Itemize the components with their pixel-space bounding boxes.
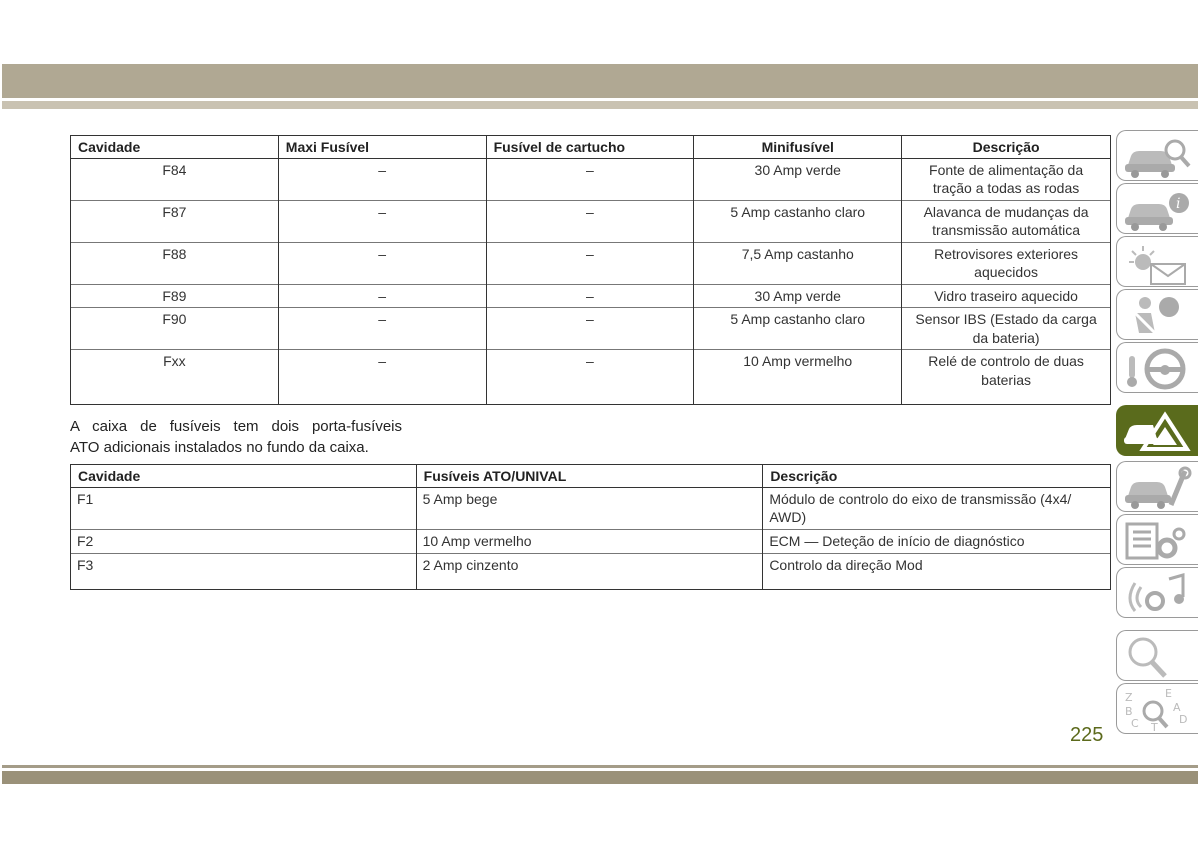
car-service-wrench-icon [1121, 465, 1193, 511]
paragraph-line-1: A caixa de fusíveis tem dois porta-fusíveis [70, 418, 402, 435]
cell-cavidade: F87 [71, 200, 279, 242]
cell-maxi: – [278, 242, 486, 284]
col-header-maxi-fusivel: Maxi Fusível [278, 136, 486, 159]
search-magnifier-icon [1121, 634, 1193, 680]
cell-cartucho: – [486, 158, 694, 200]
table-row [71, 350, 1111, 405]
table-row [71, 242, 1111, 284]
cell-minifusivel: 5 Amp castanho claro [694, 308, 902, 350]
cell-cavidade: F3 [71, 553, 417, 589]
cell-descricao: Vidro traseiro aquecido [902, 284, 1111, 308]
col-header-descricao: Descrição [763, 465, 1111, 488]
col-header-cavidade: Cavidade [71, 465, 417, 488]
cell-maxi: – [278, 284, 486, 308]
header-stripe [2, 101, 1198, 109]
cell-minifusivel: 5 Amp castanho claro [694, 200, 902, 242]
cell-cartucho: – [486, 242, 694, 284]
index-letter: Z [1125, 691, 1133, 704]
col-header-fusiveis-ato: Fusíveis ATO/UNIVAL [416, 465, 763, 488]
fuse-table-main [70, 135, 1111, 405]
airbag-seat-icon [1121, 293, 1193, 339]
cell-maxi: – [278, 158, 486, 200]
table-row [71, 200, 1111, 242]
tab-servicing[interactable] [1116, 461, 1198, 512]
cell-descricao: Módulo de controlo do eixo de transmissão (4x4/ AWD) [763, 487, 1111, 529]
col-header-fusivel-cartucho: Fusível de cartucho [486, 136, 694, 159]
cell-descricao: Retrovisores exteriores aquecidos [902, 242, 1111, 284]
cell-descricao: ECM — Deteção de início de diagnóstico [763, 529, 1111, 553]
tab-warning-lights[interactable] [1116, 236, 1198, 287]
table-row [71, 487, 1111, 529]
warning-light-message-icon [1121, 240, 1193, 286]
index-letter: A [1173, 701, 1181, 714]
table-row [71, 308, 1111, 350]
table-row [71, 158, 1111, 200]
page-number: 225 [1070, 724, 1104, 746]
car-dashboard-icon [1121, 134, 1193, 180]
specifications-gear-icon [1121, 518, 1193, 564]
col-header-descricao: Descrição [902, 136, 1111, 159]
cell-cartucho: – [486, 350, 694, 405]
cell-descricao: Alavanca de mudanças da transmissão automática [902, 200, 1111, 242]
cell-cartucho: – [486, 284, 694, 308]
car-info-icon [1121, 187, 1193, 233]
cell-fusivel: 2 Amp cinzento [416, 553, 763, 589]
tab-index-search[interactable] [1116, 630, 1198, 681]
cell-fusivel: 10 Amp vermelho [416, 529, 763, 553]
cell-cavidade: F84 [71, 158, 279, 200]
tab-alphabetical-index[interactable] [1116, 683, 1198, 734]
cell-descricao: Controlo da direção Mod [763, 553, 1111, 589]
tab-multimedia[interactable] [1116, 567, 1198, 618]
steering-wheel-icon [1121, 346, 1193, 392]
cell-maxi: – [278, 350, 486, 405]
cell-cavidade: F1 [71, 487, 417, 529]
emergency-warning-triangle-icon [1121, 409, 1193, 455]
index-letter: T [1151, 721, 1158, 733]
tab-dashboard[interactable] [1116, 130, 1198, 181]
tab-emergency[interactable] [1116, 405, 1198, 456]
cell-minifusivel: 7,5 Amp castanho [694, 242, 902, 284]
cell-cavidade: Fxx [71, 350, 279, 405]
cell-descricao: Relé de controlo de duas baterias [902, 350, 1111, 405]
alphabetical-index-icon [1121, 687, 1193, 733]
cell-cavidade: F88 [71, 242, 279, 284]
fuse-table-ato [70, 464, 1111, 590]
cell-descricao: Fonte de alimentação da tração a todas as rodas [902, 158, 1111, 200]
table-header-row [71, 465, 1111, 488]
cell-fusivel: 5 Amp bege [416, 487, 763, 529]
cell-cavidade: F90 [71, 308, 279, 350]
header-band [2, 64, 1198, 98]
svg-text:i: i [1176, 196, 1181, 212]
paragraph-line-2: ATO adicionais instalados no fundo da caixa. [70, 439, 369, 456]
cell-maxi: – [278, 200, 486, 242]
body-paragraph [70, 416, 402, 458]
cell-cavidade: F2 [71, 529, 417, 553]
cell-cavidade: F89 [71, 284, 279, 308]
index-letter: E [1165, 687, 1172, 700]
cell-maxi: – [278, 308, 486, 350]
index-letter: D [1179, 713, 1188, 726]
cell-minifusivel: 10 Amp vermelho [694, 350, 902, 405]
cell-cartucho: – [486, 308, 694, 350]
table-row [71, 284, 1111, 308]
index-letter: B [1125, 705, 1133, 718]
cell-cartucho: – [486, 200, 694, 242]
tab-safety[interactable] [1116, 289, 1198, 340]
cell-descricao: Sensor IBS (Estado da carga da bateria) [902, 308, 1111, 350]
multimedia-music-icon [1121, 571, 1193, 617]
tab-vehicle-info[interactable] [1116, 183, 1198, 234]
table-row [71, 553, 1111, 589]
index-letter: C [1131, 717, 1139, 730]
table-header-row [71, 136, 1111, 159]
table-row [71, 529, 1111, 553]
col-header-cavidade: Cavidade [71, 136, 279, 159]
footer-band [2, 771, 1198, 784]
col-header-minifusivel: Minifusível [694, 136, 902, 159]
tab-specifications[interactable] [1116, 514, 1198, 565]
footer-stripe [2, 765, 1198, 768]
tab-starting-driving[interactable] [1116, 342, 1198, 393]
cell-minifusivel: 30 Amp verde [694, 158, 902, 200]
cell-minifusivel: 30 Amp verde [694, 284, 902, 308]
